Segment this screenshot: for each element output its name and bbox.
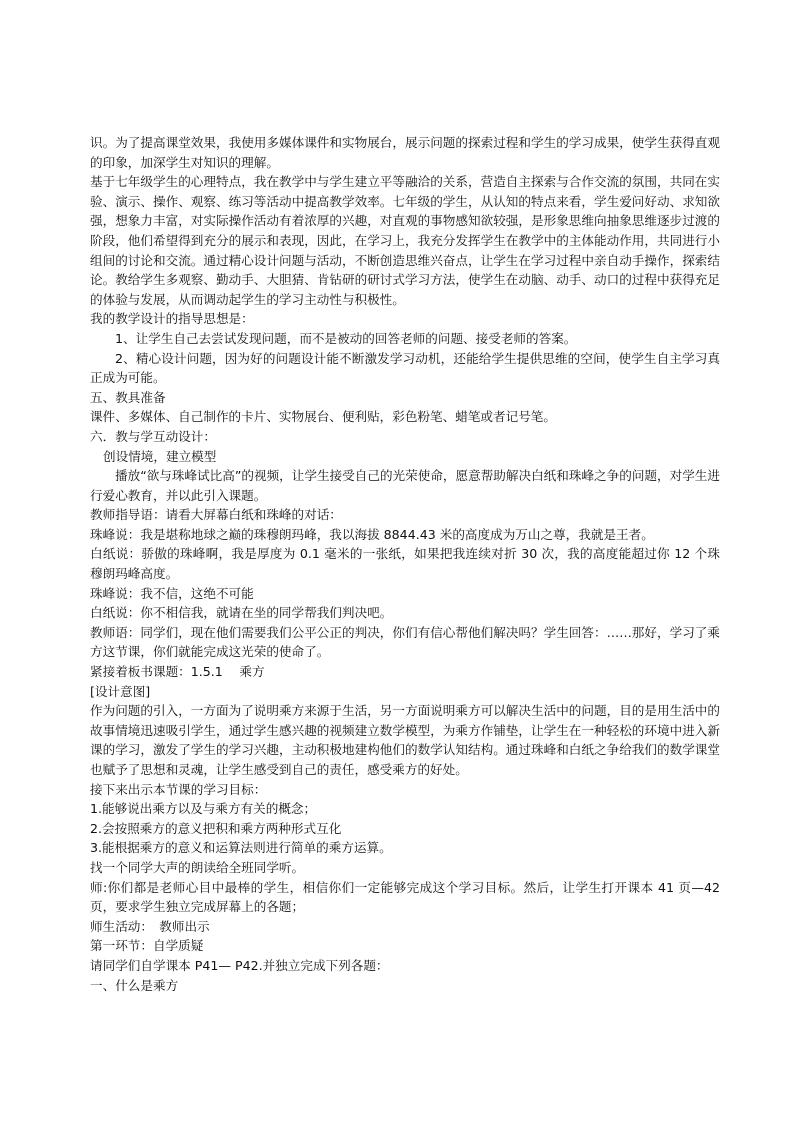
paragraph: 2、精心设计问题，因为好的问题设计能不断激发学习动机，还能给学生提供思维的空间，使学生自主学习真正成为可能。 bbox=[90, 350, 720, 386]
paragraph: 基于七年级学生的心理特点，我在教学中与学生建立平等融洽的关系，营造自主探索与合作交流的氛围，共同在实验、演示、操作、观察、练习等活动中提高教学效率。七年级的学生，从认知的特点来看，学生爱问好动、求知欲强，想象力丰富，对实际操作活动有着浓厚的兴趣，对直观的事物感知欲较强，是形象思维向抽象思维逐步过渡的阶段，他们希望得到充分的展示和表现，因此，在学习上，我充分发挥学生在教学中的主体能动作用，共同进行小组间的讨论和交流。通过精心设计问题与活动，不断创造思维兴奋点，让学生在学习过程中亲自动手操作，探索结论。教给学生多观察、勤动手、大胆猜、肯钻研的研讨式学习方法，使学生在动脑、动手、动口的过程中获得充足的体验与发展，从而调动起学生的学习主动性与积极性。 bbox=[90, 174, 720, 307]
list-item: 1.能够说出乘方以及与乘方有关的概念； bbox=[90, 801, 317, 817]
paragraph: 接下来出示本节课的学习目标： bbox=[90, 781, 267, 797]
paragraph: 师:你们都是老师心目中最棒的学生，相信你们一定能够完成这个学习目标。然后，让学生打开课本 41 页—42 页，要求学生独立完成屏幕上的各题； bbox=[90, 879, 720, 915]
section-heading: 六．教与学互动设计： bbox=[90, 428, 216, 444]
paragraph: 1、让学生自己去尝试发现问题，而不是被动的回答老师的问题、接受老师的答案。 bbox=[115, 330, 577, 346]
paragraph: 紧接着板书课题：1.5.1 乘方 bbox=[90, 664, 265, 680]
paragraph: 教师指导语：请看大屏幕白纸和珠峰的对话： bbox=[90, 507, 342, 523]
dialogue-line: 教师语：同学们，现在他们需要我们公平公正的判决，你们有信心帮他们解决吗？学生回答：……那好，学习了乘方这节课，你们就能完成这光荣的使命了。 bbox=[90, 624, 720, 660]
list-item: 3.能根据乘方的意义和运算法则进行简单的乘方运算。 bbox=[90, 840, 392, 856]
paragraph: [设计意图] bbox=[90, 683, 151, 699]
paragraph: 第一环节：自学质疑 bbox=[90, 938, 204, 954]
document-body bbox=[90, 133, 720, 995]
dialogue-line: 珠峰说：我不信，这绝不可能 bbox=[90, 585, 254, 601]
paragraph: 作为问题的引入，一方面为了说明乘方来源于生活，另一方面说明乘方可以解决生活中的问题，目的是用生活中的故事情境迅速吸引学生，通过学生感兴趣的视频建立数学模型，为乘方作铺垫，让学生在一种轻松的环境中进入新课的学习，激发了学生的学习兴趣，主动积极地建构他们的数学认知结构。通过珠峰和白纸之争给我们的数学课堂也赋予了思想和灵魂，让学生感受到自己的责任，感受乘方的好处。 bbox=[90, 703, 720, 777]
paragraph: 播放“欲与珠峰试比高”的视频，让学生接受自己的光荣使命，愿意帮助解决白纸和珠峰之争的问题，对学生进行爱心教育，并以此引入课题。 bbox=[90, 468, 720, 503]
section-heading: 一、什么是乘方 bbox=[90, 977, 179, 993]
paragraph: 师生活动： 教师出示 bbox=[90, 918, 210, 934]
paragraph: 我的教学设计的指导思想是： bbox=[90, 311, 254, 327]
dialogue-line: 白纸说：你不相信我，就请在坐的同学帮我们判决吧。 bbox=[90, 605, 393, 621]
section-heading: 五、教具准备 bbox=[90, 389, 166, 405]
dialogue-line: 珠峰说：我是堪称地球之巅的珠穆朗玛峰，我以海拔 8844.43 米的高度成为万山之尊，我就是王者。 bbox=[90, 526, 654, 542]
list-item: 2.会按照乘方的意义把积和乘方两种形式互化 bbox=[90, 820, 342, 836]
dialogue-line: 白纸说：骄傲的珠峰啊，我是厚度为 0.1 毫米的一张纸，如果把我连续对折 30 次，我的高度能超过你 12 个珠穆朗玛峰高度。 bbox=[90, 546, 720, 582]
paragraph: 识。为了提高课堂效果，我使用多媒体课件和实物展台，展示问题的探索过程和学生的学习成果，使学生获得直观的印象，加深学生对知识的理解。 bbox=[90, 135, 720, 170]
paragraph: 课件、多媒体、自己制作的卡片、实物展台、便利贴，彩色粉笔、蜡笔或者记号笔。 bbox=[90, 409, 556, 425]
sub-heading: 创设情境，建立模型 bbox=[103, 448, 217, 464]
paragraph: 请同学们自学课本 P41— P42.并独立完成下列各题： bbox=[90, 957, 389, 973]
paragraph: 找一个同学大声的朗读给全班同学听。 bbox=[90, 859, 305, 875]
